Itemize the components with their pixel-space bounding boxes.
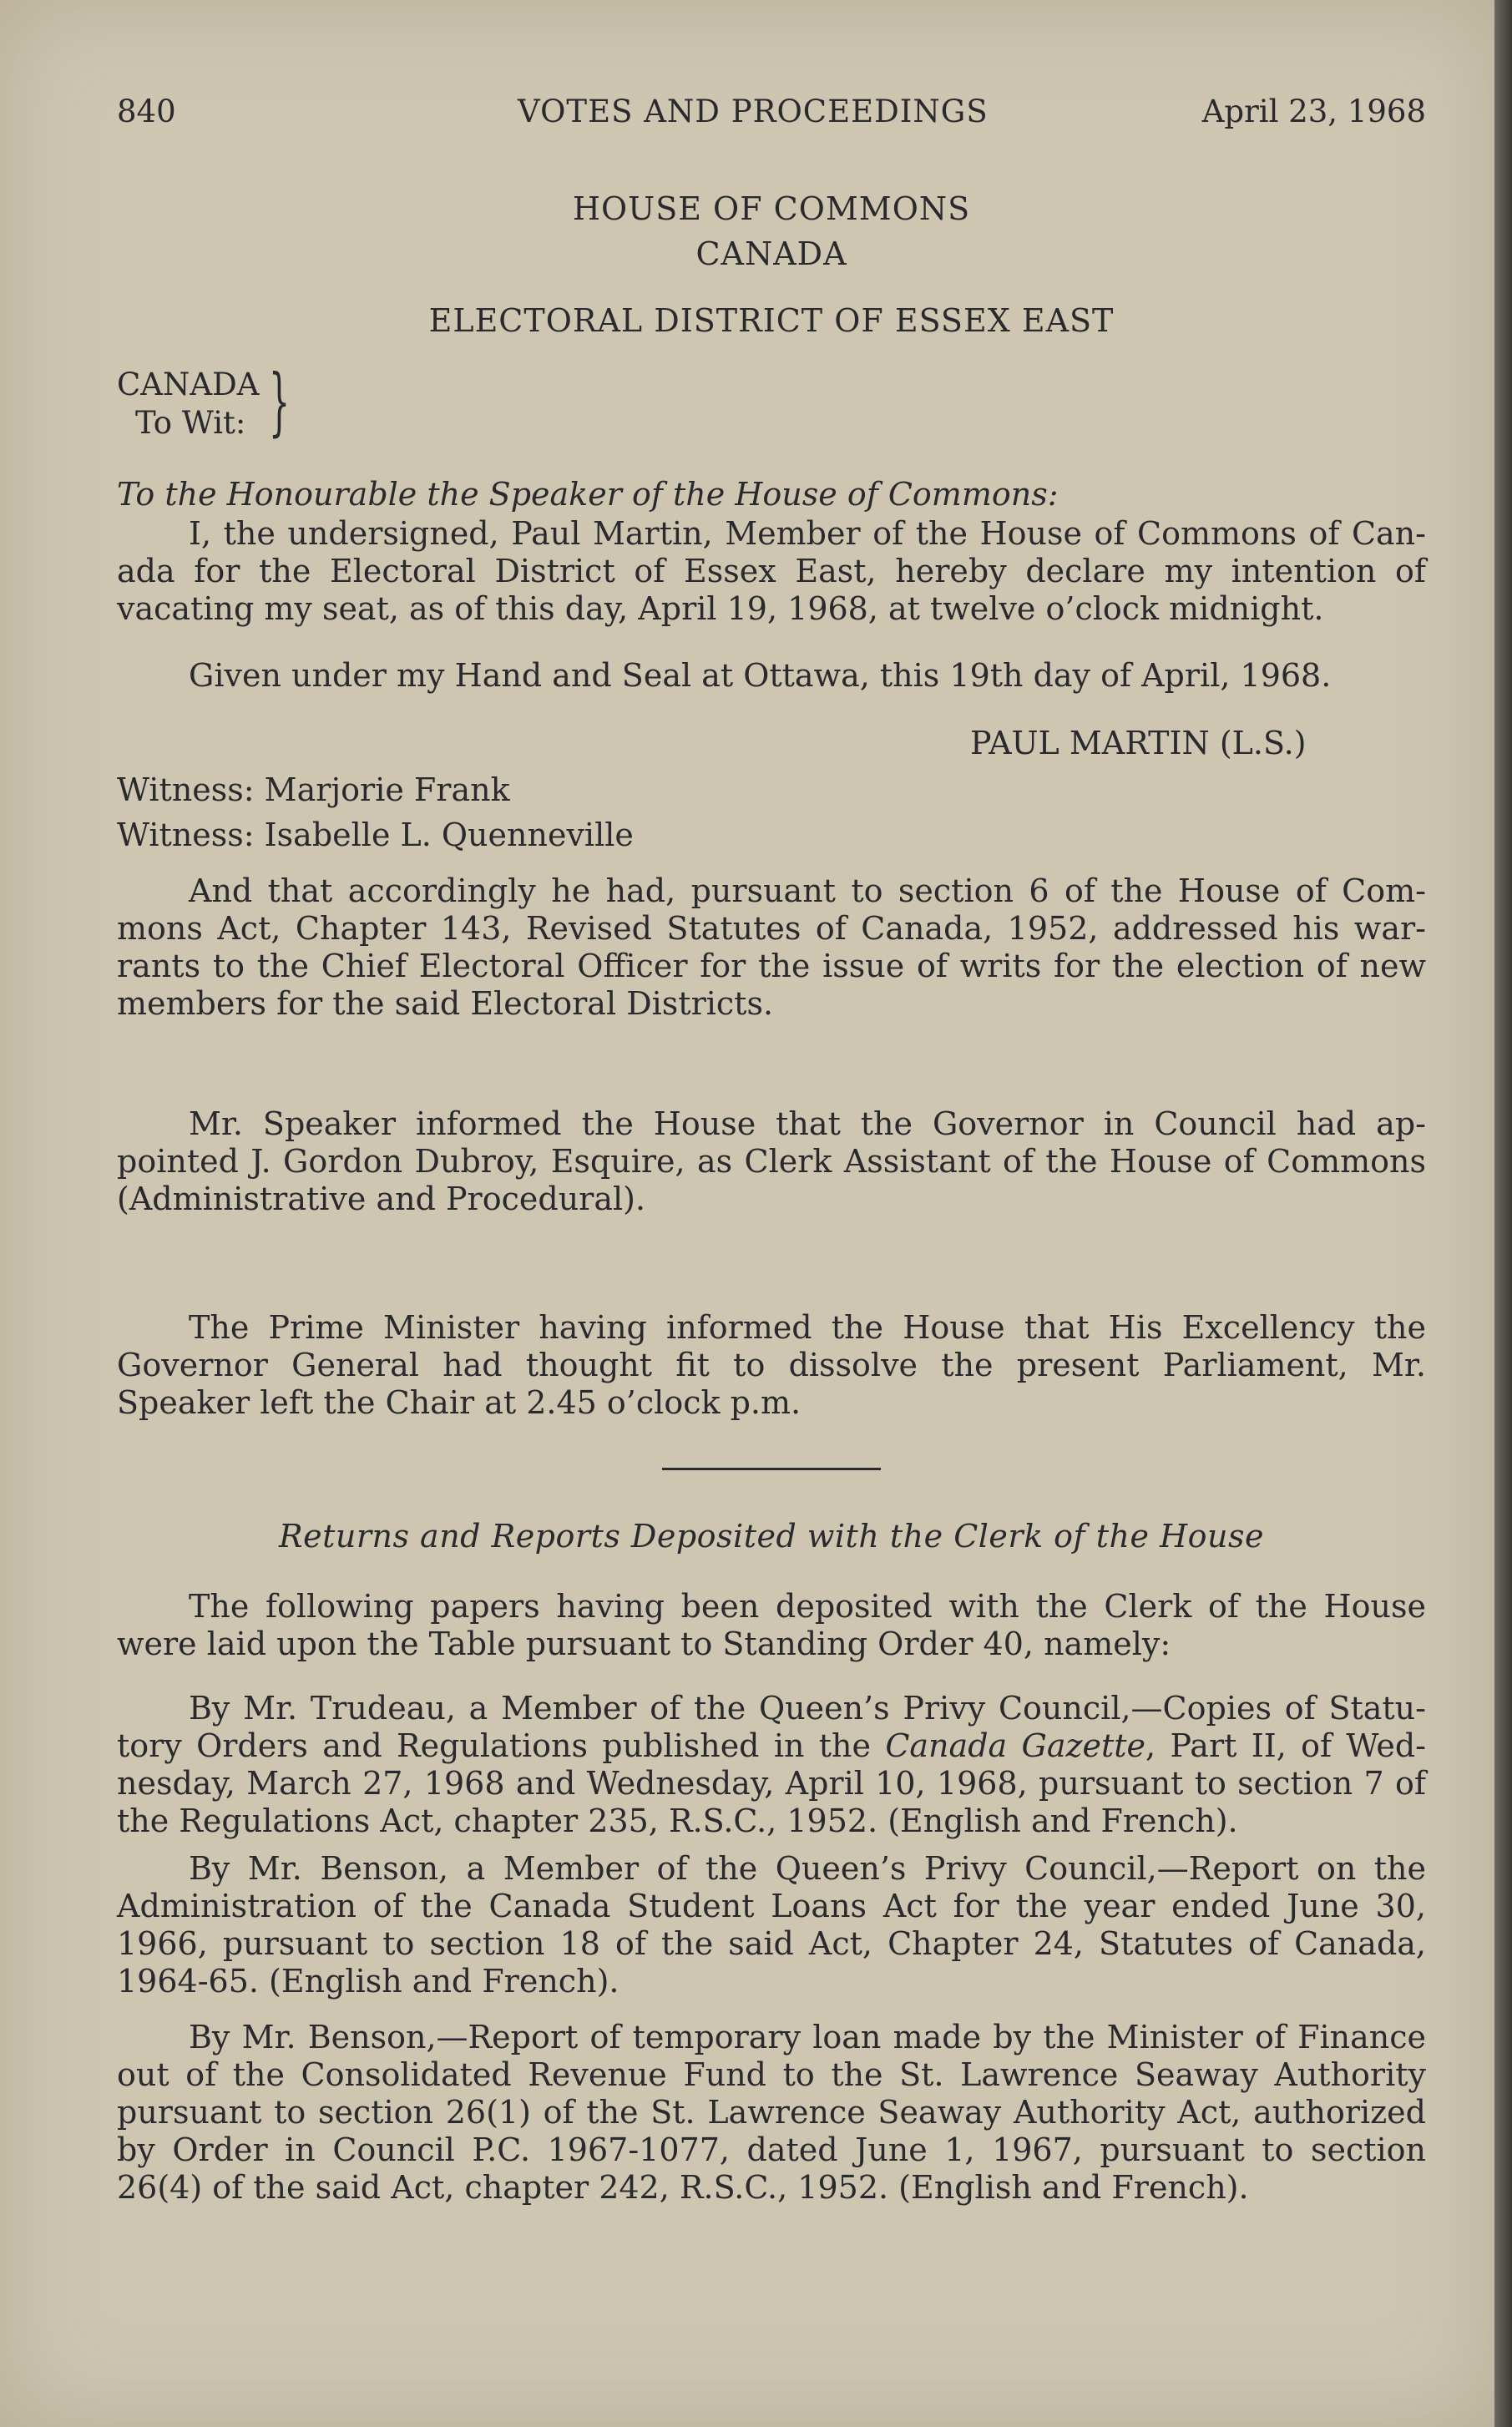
returns-heading: Returns and Reports Deposited with the Clerk of the House [278, 1518, 1264, 1555]
brace-icon: } [269, 358, 291, 444]
book-gutter-edge [1494, 0, 1512, 2427]
clerk-assistant-paragraph: Mr. Speaker informed the House that the Governor in Council had appointed J. Gordon Dubroy, Esquire, as Clerk Assistant of the House of Commons (Administrative and Procedural). [117, 1105, 1426, 1217]
venue-caption [117, 366, 260, 442]
trudeau-text-after: , Part II, of Wednesday, March 27, 1968 and Wednesday, April 10, 1968, pursuant to section 7 of the Regulations Act, chapter 235, R.S.C., 1952. (English and French). [117, 1727, 1427, 1839]
benson-student-loans-return: By Mr. Benson, a Member of the Queen’s Privy Council,—Report on the Administration of the Canada Student Loans Act for the year ended June 30, 1966, pursuant to section 18 of the said Act, Chapter 24, Statutes of Canada, 1964-65. (English and French). [117, 1850, 1426, 2000]
trudeau-return [117, 1690, 1426, 1840]
district-title: ELECTORAL DISTRICT OF ESSEX EAST [428, 302, 1115, 339]
dissolution-paragraph: The Prime Minister having informed the House that His Excellency the Governor General had thought fit to dissolve the present Parliament, Mr. Speaker left the Chair at 2.45 o’clock p.m. [117, 1309, 1426, 1421]
returns-intro: The following papers having been deposited with the Clerk of the House were laid upon the Table pursuant to Standing Order 40, namely: [117, 1588, 1426, 1662]
warrants-paragraph: And that accordingly he had, pursuant to section 6 of the House of Commons Act, Chapter 143, Revised Statutes of Canada, 1952, addressed his warrants to the Chief Electoral Officer for the issue of writs for the election of new members for the said Electoral Districts. [117, 872, 1426, 1022]
given-under-hand: Given under my Hand and Seal at Ottawa, this 19th day of April, 1968. [189, 657, 1332, 694]
page-number: 840 [117, 94, 176, 129]
house-title: HOUSE OF COMMONS [572, 190, 971, 227]
resignation-declaration: I, the undersigned, Paul Martin, Member of the House of Commons of Canada for the Electoral District of Essex East, hereby declare my intention of vacating my seat, as of this day, April 19, 1968, at twelve o’clock midnight. [117, 515, 1426, 627]
canada-gazette-title: Canada Gazette [885, 1727, 1146, 1764]
trudeau-text-before: By Mr. Trudeau, a Member of the Queen’s Privy Council,—Copies of Statutory Orders and Regulations published in the [117, 1690, 1426, 1764]
running-head [117, 94, 1426, 135]
benson-seaway-return: By Mr. Benson,—Report of temporary loan made by the Minister of Finance out of the Consolidated Revenue Fund to the St. Lawrence Seaway Authority pursuant to section 26(1) of the St. Lawrence Seaway Authority Act, authorized by Order in Council P.C. 1967-1077, dated June 1, 1967, pursuant to section 26(4) of the said Act, chapter 242, R.S.C., 1952. (English and French). [117, 2019, 1426, 2206]
venue-country: CANADA [117, 367, 260, 402]
witness-2: Witness: Isabelle L. Quenneville [117, 817, 634, 853]
issue-date: April 23, 1968 [1201, 94, 1426, 129]
addressee: To the Honourable the Speaker of the House of Commons: [117, 476, 1059, 513]
section-divider [662, 1468, 881, 1470]
running-title: VOTES AND PROCEEDINGS [518, 94, 989, 129]
country-title: CANADA [695, 235, 847, 272]
venue-to-wit: To Wit: [135, 405, 246, 441]
signature: PAUL MARTIN (L.S.) [970, 725, 1307, 761]
witness-1: Witness: Marjorie Frank [117, 771, 510, 808]
